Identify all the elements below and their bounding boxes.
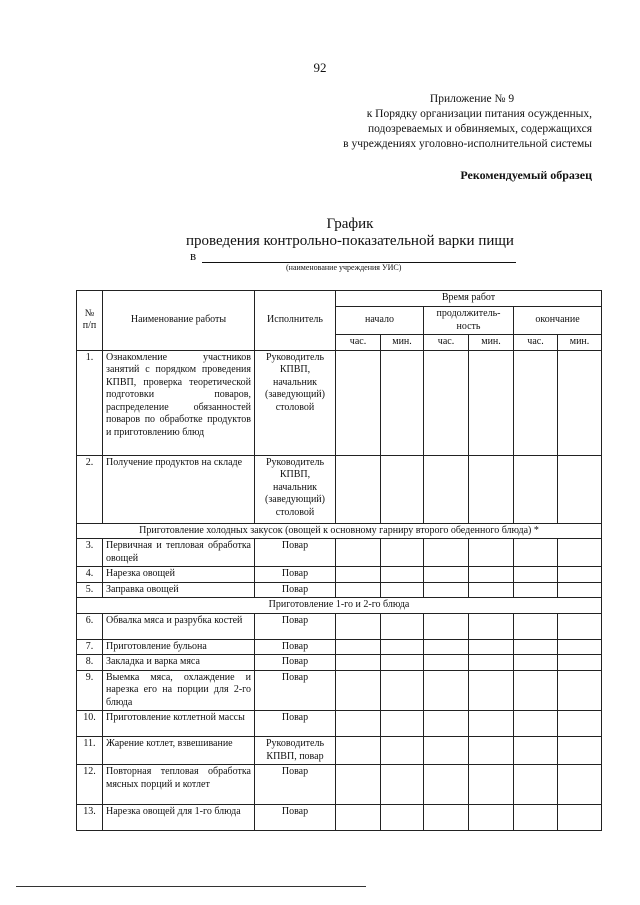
cell-empty [424, 455, 469, 523]
row-executor: Руководитель КПВП, начальник (заведующий) столовой [255, 455, 336, 523]
row-work: Закладка и варка мяса [103, 655, 255, 671]
appendix-title: Приложение № 9 [429, 93, 515, 105]
row-executor: Повар [255, 765, 336, 805]
row-executor: Повар [255, 639, 336, 655]
institution-line [190, 248, 196, 264]
cell-empty [469, 711, 514, 737]
cell-empty [514, 539, 558, 567]
cell-empty [558, 639, 602, 655]
table-row [77, 455, 602, 523]
section-cold-appetizers: Приготовление холодных закусок (овощей к основному гарниру второго обеденного блюда) * [77, 523, 602, 539]
table-row [77, 670, 602, 711]
cell-empty [514, 670, 558, 711]
cell-empty [381, 670, 424, 711]
row-work: Обвалка мяса и разрубка костей [103, 613, 255, 639]
cell-empty [336, 567, 381, 583]
cell-empty [514, 655, 558, 671]
row-executor: Повар [255, 655, 336, 671]
cell-empty [469, 655, 514, 671]
row-number: 12. [77, 765, 103, 805]
cell-empty [336, 582, 381, 598]
row-work: Нарезка овощей для 1-го блюда [103, 805, 255, 831]
cell-empty [381, 567, 424, 583]
page-number: 92 [313, 60, 327, 75]
cell-empty [558, 670, 602, 711]
cell-empty [558, 655, 602, 671]
appendix-line: подозреваемых и обвиняемых, содержащихся [367, 123, 592, 135]
table-row [77, 539, 602, 567]
cell-empty [336, 539, 381, 567]
row-work: Ознакомление участников занятий с порядком проведения КПВП, проверка теоретической подготовки поваров, распределение обязанностей поваров по обработке продуктов и приготовлению блюд [103, 350, 255, 455]
row-executor: Руководитель КПВП, повар [255, 737, 336, 765]
row-number: 3. [77, 539, 103, 567]
cell-empty [469, 805, 514, 831]
cell-empty [469, 455, 514, 523]
cell-empty [469, 670, 514, 711]
cell-empty [424, 711, 469, 737]
cell-empty [424, 639, 469, 655]
cell-empty [558, 765, 602, 805]
cell-empty [381, 455, 424, 523]
row-number: 2. [77, 455, 103, 523]
cell-empty [424, 670, 469, 711]
row-work: Заправка овощей [103, 582, 255, 598]
cell-empty [381, 805, 424, 831]
cell-empty [469, 639, 514, 655]
table-row [77, 655, 602, 671]
header-hours: час. [424, 335, 469, 351]
cell-empty [469, 539, 514, 567]
header-work: Наименование работы [103, 291, 255, 351]
cell-empty [336, 639, 381, 655]
cell-empty [381, 613, 424, 639]
cell-empty [336, 737, 381, 765]
cell-empty [558, 455, 602, 523]
table-row [77, 639, 602, 655]
cell-empty [469, 765, 514, 805]
cell-empty [381, 350, 424, 455]
cell-empty [469, 613, 514, 639]
footer-divider [16, 886, 366, 887]
cell-empty [558, 539, 602, 567]
appendix-line: к Порядку организации питания осужденных, [366, 108, 592, 120]
header-hours: час. [336, 335, 381, 351]
cell-empty [514, 455, 558, 523]
row-number: 7. [77, 639, 103, 655]
row-number: 13. [77, 805, 103, 831]
table-row [77, 567, 602, 583]
cell-empty [558, 350, 602, 455]
header-num: № п/п [77, 291, 103, 351]
cell-empty [381, 655, 424, 671]
cell-empty [514, 711, 558, 737]
header-minutes: мин. [558, 335, 602, 351]
row-work: Повторная тепловая обработка мясных порций и котлет [103, 765, 255, 805]
cell-empty [424, 350, 469, 455]
row-number: 4. [77, 567, 103, 583]
section-row [77, 598, 602, 614]
cell-empty [336, 765, 381, 805]
cell-empty [514, 639, 558, 655]
header-end: окончание [514, 307, 602, 335]
cell-empty [336, 613, 381, 639]
table-row [77, 582, 602, 598]
row-number: 9. [77, 670, 103, 711]
cell-empty [469, 737, 514, 765]
row-work: Получение продуктов на складе [103, 455, 255, 523]
row-work: Первичная и тепловая обработка овощей [103, 539, 255, 567]
cell-empty [558, 711, 602, 737]
header-hours: час. [514, 335, 558, 351]
row-number: 11. [77, 737, 103, 765]
cell-empty [514, 567, 558, 583]
row-number: 5. [77, 582, 103, 598]
cell-empty [558, 567, 602, 583]
row-work: Приготовление котлетной массы [103, 711, 255, 737]
cell-empty [558, 805, 602, 831]
cell-empty [558, 582, 602, 598]
table-row [77, 737, 602, 765]
appendix-block [292, 92, 592, 152]
cell-empty [336, 670, 381, 711]
cell-empty [424, 655, 469, 671]
header-row [77, 291, 602, 307]
row-executor: Руководитель КПВП, начальник (заведующий) столовой [255, 350, 336, 455]
cell-empty [514, 350, 558, 455]
appendix-line: в учреждениях уголовно-исполнительной системы [343, 138, 592, 150]
cell-empty [381, 711, 424, 737]
section-row [77, 523, 602, 539]
cell-empty [381, 639, 424, 655]
row-number: 1. [77, 350, 103, 455]
table-row [77, 805, 602, 831]
cell-empty [381, 765, 424, 805]
row-executor: Повар [255, 567, 336, 583]
row-executor: Повар [255, 670, 336, 711]
table-row [77, 613, 602, 639]
cell-empty [424, 582, 469, 598]
header-duration: продолжитель-ность [424, 307, 514, 335]
cell-empty [424, 539, 469, 567]
row-work: Нарезка овощей [103, 567, 255, 583]
cell-empty [514, 805, 558, 831]
cell-empty [424, 805, 469, 831]
header-time: Время работ [336, 291, 602, 307]
row-executor: Повар [255, 539, 336, 567]
row-number: 8. [77, 655, 103, 671]
cell-empty [558, 613, 602, 639]
cell-empty [424, 613, 469, 639]
row-executor: Повар [255, 711, 336, 737]
cell-empty [469, 350, 514, 455]
row-executor: Повар [255, 613, 336, 639]
institution-prefix: в [190, 248, 197, 263]
document-title-line1: График [326, 216, 374, 232]
document-title [0, 216, 640, 250]
cell-empty [424, 567, 469, 583]
sample-label: Рекомендуемый образец [460, 168, 592, 182]
header-minutes: мин. [469, 335, 514, 351]
table-row [77, 350, 602, 455]
cell-empty [336, 711, 381, 737]
row-work: Жарение котлет, взвешивание [103, 737, 255, 765]
header-minutes: мин. [381, 335, 424, 351]
table-row [77, 711, 602, 737]
cell-empty [336, 455, 381, 523]
cell-empty [469, 567, 514, 583]
cell-empty [514, 765, 558, 805]
header-start: начало [336, 307, 424, 335]
table-row [77, 765, 602, 805]
cell-empty [514, 737, 558, 765]
cell-empty [514, 582, 558, 598]
section-first-second-course: Приготовление 1-го и 2-го блюда [77, 598, 602, 614]
cell-empty [336, 350, 381, 455]
cell-empty [469, 582, 514, 598]
row-number: 10. [77, 711, 103, 737]
institution-caption: (наименование учреждения УИС) [286, 263, 402, 272]
schedule-table [76, 290, 602, 831]
row-executor: Повар [255, 805, 336, 831]
row-executor: Повар [255, 582, 336, 598]
cell-empty [381, 539, 424, 567]
cell-empty [381, 582, 424, 598]
row-number: 6. [77, 613, 103, 639]
cell-empty [424, 765, 469, 805]
cell-empty [424, 737, 469, 765]
cell-empty [558, 737, 602, 765]
row-work: Выемка мяса, охлаждение и нарезка его на порции для 2-го блюда [103, 670, 255, 711]
document-title-line2: проведения контрольно-показательной варки пищи [186, 233, 514, 249]
cell-empty [336, 805, 381, 831]
row-work: Приготовление бульона [103, 639, 255, 655]
cell-empty [514, 613, 558, 639]
cell-empty [381, 737, 424, 765]
cell-empty [336, 655, 381, 671]
header-executor: Исполнитель [255, 291, 336, 351]
